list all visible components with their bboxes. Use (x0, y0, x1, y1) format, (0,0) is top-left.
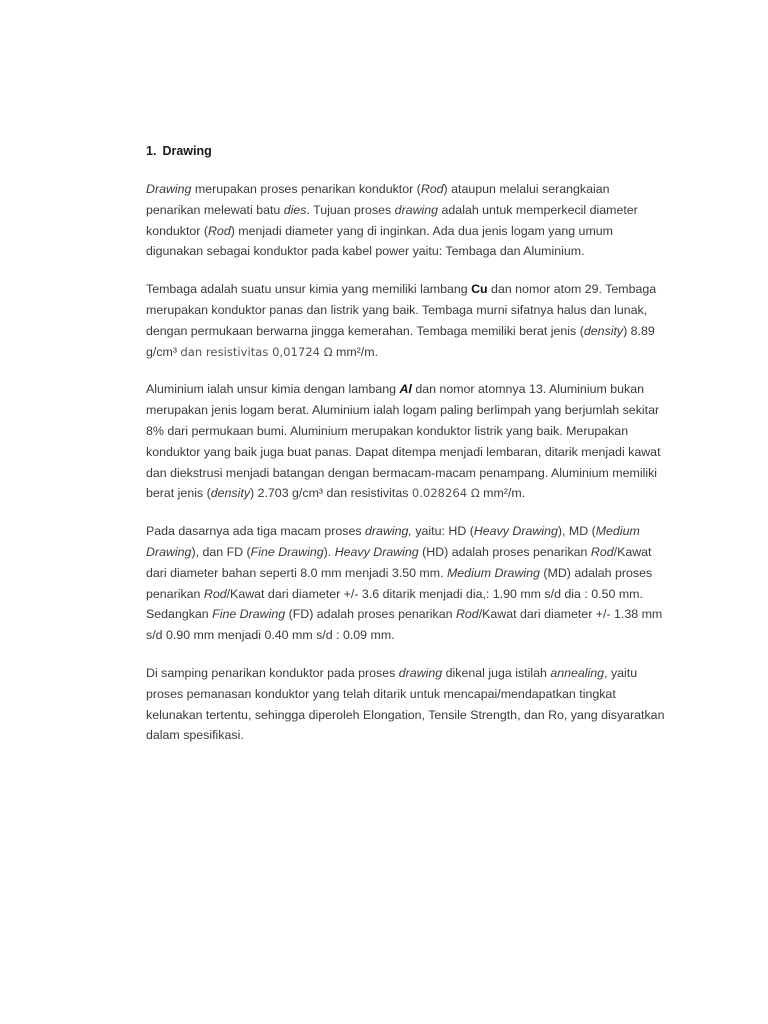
paragraph-aluminium: Aluminium ialah unsur kimia dengan lambang Al dan nomor atomnya 13. Aluminium bukan merupakan jenis logam berat. Aluminium ialah logam paling berlimpah yang berjumlah sekitar 8% dari permukaan bumi. Aluminium merupakan konduktor listrik yang baik. Merupakan konduktor yang baik juga buat panas. Dapat ditempa menjadi lembaran, ditarik menjadi kawat dan diekstrusi menjadi batangan dengan bermacam-macam penampang. Aluminium memiliki berat jenis (density) 2.703 g/cm³ dan resistivitas 0.028264 Ω mm²/m. (146, 382, 661, 501)
section-number: 1. (146, 144, 157, 158)
paragraph-tembaga: Tembaga adalah suatu unsur kimia yang memiliki lambang Cu dan nomor atom 29. Tembaga merupakan konduktor panas dan listrik yang baik. Tembaga murni sifatnya halus dan lunak, dengan permukaan berwarna jingga kemerahan. Tembaga memiliki berat jenis (density) 8.89 g/cm³ dan resistivitas 0,01724 Ω mm²/m. (146, 282, 657, 359)
document-page (146, 141, 666, 763)
section-heading (146, 141, 666, 161)
paragraph-annealing: Di samping penarikan konduktor pada proses drawing dikenal juga istilah annealing, yaitu proses pemanasan konduktor yang telah ditarik untuk mencapai/mendapatkan tingkat kelunakan tertentu, sehingga diperoleh Elongation, Tensile Strength, dan Ro, yang disyaratkan dalam spesifikasi. (146, 665, 665, 743)
section-title: Drawing (162, 144, 212, 158)
paragraph-drawing-types: Pada dasarnya ada tiga macam proses drawing, yaitu: HD (Heavy Drawing), MD (Medium Drawing), dan FD (Fine Drawing). Heavy Drawing (HD) adalah proses penarikan Rod/Kawat dari diameter bahan seperti 8.0 mm menjadi 3.50 mm. Medium Drawing (MD) adalah proses penarikan Rod/Kawat dari diameter +/- 3.6 ditarik menjadi dia,: 1.90 mm s/d dia : 0.50 mm. Sedangkan Fine Drawing (FD) adalah proses penarikan Rod/Kawat dari diameter +/- 1.38 mm s/d 0.90 mm menjadi 0.40 mm s/d : 0.09 mm. (146, 524, 663, 643)
paragraph-drawing-definition: Drawing merupakan proses penarikan konduktor (Rod) ataupun melalui serangkaian penarikan melewati batu dies. Tujuan proses drawing adalah untuk memperkecil diameter konduktor (Rod) menjadi diameter yang di inginkan. Ada dua jenis logam yang umum digunakan sebagai konduktor pada kabel power yaitu: Tembaga dan Aluminium. (146, 182, 638, 259)
